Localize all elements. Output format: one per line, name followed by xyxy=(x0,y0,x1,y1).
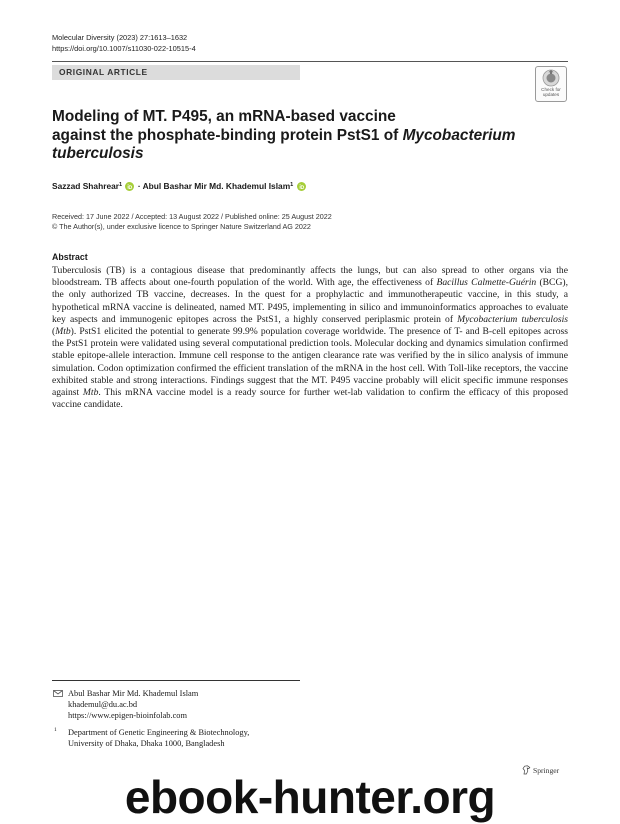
abstract-body xyxy=(52,265,568,411)
abstract-italic: Bacillus Calmette-Guérin xyxy=(436,277,537,289)
title-line-2-italic: Mycobacterium xyxy=(402,126,516,144)
title-line-3: tuberculosis xyxy=(52,145,144,162)
abstract-text: Tuberculosis (TB) is a contagious disease that predominantly affects the lungs, but can also spread to other organs via the bloodstream. TB affects about one-fourth population of the world. With age, the effectiveness of xyxy=(52,265,568,289)
abstract-text: (BCG), the only authorized TB vaccine, decreases. In the quest for a prophylactic and immunotherapeutic vaccine, in this study, a hypothetical mRNA vaccine is delineated, named MT. P495, implementing in silico and immunoinformatics approaches to evaluate key aspects and immunogenic epitopes across the PstS1, a highly conserved periplasmic protein of xyxy=(52,277,568,325)
title-line-2 xyxy=(52,127,522,146)
check-for-updates-icon xyxy=(542,69,560,87)
title-line-1: Modeling of MT. P495, an mRNA-based vaccine xyxy=(52,108,396,125)
abstract-text: ). PstS1 elicited the potential to generate 99.9% population coverage worldwide. The presence of T- and B-cell epitopes across the PstS1 protein were validated using several computational prediction tools. Molecular docking and dynamics simulation confirmed stable epitope-allele interaction. Immune cell response to the antigen clearance rate was verified by the in silico analysis of immune simulation. Codon optimization confirmed the efficient translation of the mRNA in the host cell. With Toll-like receptors, the vaccine exhibited stable and strong interactions. Findings suggest that the MT. P495 vaccine probably will elicit specific immune responses against xyxy=(52,326,568,399)
abstract-italic: Mycobacterium tuberculosis xyxy=(457,313,568,325)
orcid-icon[interactable] xyxy=(125,182,134,191)
history-dates: Received: 17 June 2022 / Accepted: 13 August 2022 / Published online: 25 August 2022 xyxy=(52,212,332,221)
author-list xyxy=(52,181,307,191)
corresponding-author xyxy=(52,688,198,722)
mail-icon xyxy=(53,690,63,697)
author-2-affil: 1 xyxy=(290,182,294,188)
affiliation xyxy=(52,727,249,749)
article-title xyxy=(52,108,522,164)
corresponding-name: Abul Bashar Mir Md. Khademul Islam xyxy=(68,689,199,698)
journal-citation: Molecular Diversity (2023) 27:1613–1632 xyxy=(52,33,188,42)
abstract-italic: Mtb xyxy=(82,387,99,399)
corresponding-email[interactable]: khademul@du.ac.bd xyxy=(68,700,138,710)
watermark: ebook-hunter.org xyxy=(124,771,496,823)
copyright-notice: © The Author(s), under exclusive licence to Springer Nature Switzerland AG 2022 xyxy=(52,222,311,231)
abstract-italic: Mtb xyxy=(55,326,71,338)
corresponding-url[interactable]: https://www.epigen-bioinfolab.com xyxy=(68,711,188,721)
affiliation-line-1: Department of Genetic Engineering & Biotechnology, xyxy=(68,728,250,737)
abstract-text: . This mRNA vaccine model is a ready source for further wet-lab validation to confirm the efficacy of this proposed vaccine candidate. xyxy=(52,387,568,411)
header-rule xyxy=(52,61,568,62)
check-for-updates-badge[interactable] xyxy=(535,66,567,102)
badge-line-1: Check for xyxy=(541,87,561,92)
article-type-band: ORIGINAL ARTICLE xyxy=(52,65,300,80)
abstract-heading: Abstract xyxy=(52,252,88,262)
affiliation-number: 1 xyxy=(54,727,57,733)
badge-line-2: updates xyxy=(542,92,560,97)
author-1[interactable]: Sazzad Shahrear xyxy=(52,181,120,191)
author-separator: · xyxy=(137,181,143,191)
footnote-rule xyxy=(52,680,300,681)
affiliation-line-2: University of Dhaka, Dhaka 1000, Bangladesh xyxy=(68,739,225,749)
orcid-icon[interactable] xyxy=(297,182,306,191)
title-line-2-text: against the phosphate-binding protein PstS1 of xyxy=(52,126,403,144)
author-1-affil: 1 xyxy=(119,182,123,188)
publisher-name: Springer xyxy=(533,766,560,775)
author-2[interactable]: Abul Bashar Mir Md. Khademul Islam xyxy=(142,181,291,191)
doi-link[interactable]: https://doi.org/10.1007/s11030-022-10515-4 xyxy=(52,44,196,53)
abstract-text: ( xyxy=(52,326,56,338)
